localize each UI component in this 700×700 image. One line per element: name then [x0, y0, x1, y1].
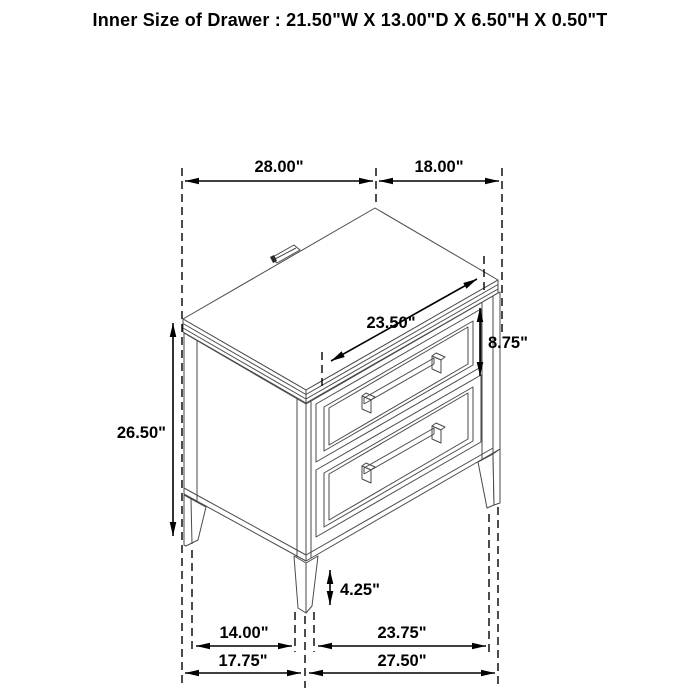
dim-overall-depth	[379, 158, 499, 181]
dim-leg-height	[330, 570, 380, 605]
dim-overall-depth-label: 18.00"	[414, 158, 464, 176]
dim-top-front-width-label: 23.50"	[366, 314, 416, 332]
dim-base-outer-depth	[185, 652, 301, 673]
dim-overall-width-label: 28.00"	[254, 158, 304, 176]
dim-base-inner-width-label: 23.75"	[377, 624, 427, 642]
drawing-title: Inner Size of Drawer : 21.50"W X 13.00"D X 6.50"H X 0.50"T	[92, 10, 608, 30]
nightstand-drawing	[183, 208, 500, 613]
dim-overall-height-label: 26.50"	[116, 424, 166, 442]
dim-base-outer-depth-label: 17.75"	[218, 652, 268, 670]
leg-front	[294, 556, 318, 613]
dim-leg-height-label: 4.25"	[340, 581, 380, 599]
dim-base-inner-depth	[196, 624, 292, 646]
dim-base-inner-width	[318, 624, 486, 646]
dim-base-outer-width-label: 27.50"	[377, 652, 427, 670]
dim-base-outer-width	[309, 652, 495, 673]
dim-overall-height	[117, 323, 173, 536]
dim-drawer-section-height-label: 8.75"	[488, 334, 528, 352]
dim-base-inner-depth-label: 14.00"	[219, 624, 269, 642]
right-edge-panel	[493, 292, 500, 453]
dim-overall-width	[185, 158, 373, 181]
